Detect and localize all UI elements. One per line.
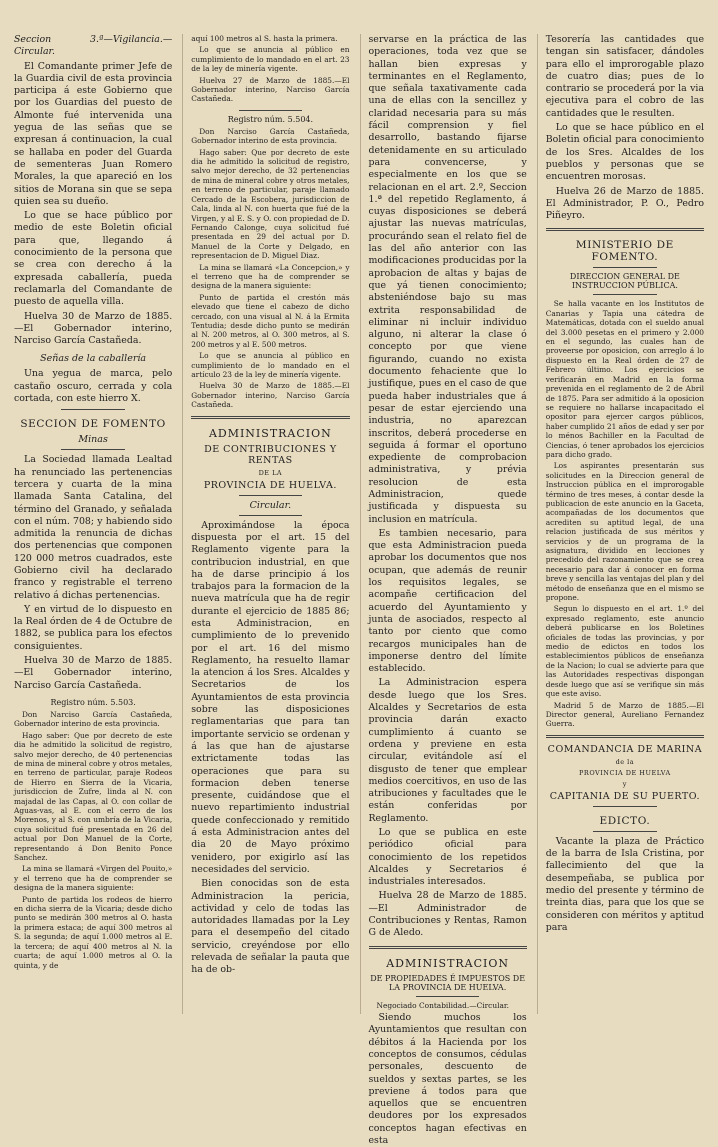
paragraph: Los aspirantes presentarán sus solicitudes en la Direccion general de Instruccion pública en el improrogable término de tres meses, á contar desde la publicacion de este anuncio en la Gaceta, acompañadas de los documentos que acrediten su aptitud legal, de una relacion justificada de sus méritos y servicios y de un programa de la asignatura, dividido en lecciones y precedido del razonamiento que se crea necesario para dar á conocer en forma breve y sencilla las ventajas del plan y del método de enseñanza que en el mismo se propone.: [545, 461, 704, 603]
divider: [239, 495, 302, 496]
columns: [14, 34, 704, 1147]
paragraph: Punto de partida el crestón más elevado que tiene el cabezo de dicho cercado, con una visual al N. á la Ermita Tentudia; desde dicho punto se medirán al N. 200 metros, al O. 300 metros, al S. 200 metros y al E. 500 metros.: [191, 292, 350, 349]
paragraph: Lo que se anuncia al público en cumplimiento de lo mandado en el artículo 23 de la ley de minería vigente.: [191, 351, 350, 379]
registro-title: Registro núm. 5.504.: [227, 114, 314, 124]
ministerio-title: MINISTERIO DE FOMENTO.: [575, 239, 674, 264]
paragraph: Se halla vacante en los Institutos de Canarias y Tapia una cátedra de Matemáticas, dotada con el sueldo anual del 3.000 pesetas en el primero y 2.000 en el segundo, las cuales han de proveerse por oposicion, con arreglo á lo dispuesto en la Real órden de 27 de Febrero último. Los ejercicios se verificarán en Madrid en la forma prevenida en el reglamento de 2 de Abril de 1875. Para ser admitido á la oposicion se requiere no hallarse incapacitado el opositor para ejercer cargos públicos, haber cumplido 21 años de edad y ser por lo ménos Bachiller en la Facultad de Ciencias, ó tener aprobados los ejercicios para dicho grado.: [545, 299, 704, 459]
paragraph: Lo que se hace público por medio de este Boletin oficial para que, llegando á conocimiento de la persona que se crea con derecho á la expresada caballería, pueda reclamarla del Comandante de puesto de aquella villa.: [14, 210, 173, 308]
paragraph: Y en virtud de lo dispuesto en la Real órden de 4 de Octubre de 1882, se publica para los efectos consiguientes.: [14, 603, 173, 652]
paragraph: Segun lo dispuesto en el art. 1.º del expresado reglamento, este anuncio deberá publicarse en los Boletines oficiales de todas las provincias, y por medio de edictos en todos los establecimientos públicos de enseñanza de la Nacion; lo cual se advierte para que las Autoridades respectivas dispongan desde luego que así se verifique sin más que este aviso.: [545, 604, 704, 699]
divider: [593, 806, 656, 807]
minas-title: Minas: [78, 434, 108, 446]
column-3: [360, 34, 527, 1147]
comandancia-subtitle: de la: [615, 757, 635, 766]
divider: [61, 409, 124, 410]
paragraph: aquí 100 metros al S. hasta la primera.: [191, 34, 338, 43]
paragraph: Lo que se hace público en el Boletin oficial para conocimiento de los Sres. Alcaldes de los pueblos y personas que se encuentren morosas.: [545, 122, 704, 183]
admin-subtitle: DE PROPIEDADES É IMPUESTOS DE LA PROVINCIA DE HUELVA.: [370, 973, 526, 992]
paragraph: Lo que se anuncia al público en cumplimiento de lo mandado en el art. 23 de la ley de minería vigente.: [191, 45, 350, 74]
comandancia-subtitle: PROVINCIA DE HUELVA: [579, 768, 671, 777]
signature: Huelva 26 de Marzo de 1885. El Administrador, P. O., Pedro Piñeyro.: [545, 185, 704, 222]
divider: [369, 946, 527, 949]
divider: [239, 110, 302, 111]
registro-title: Registro núm. 5.503.: [50, 697, 136, 707]
paragraph: Es tambien necesario, para que esta Administracion pueda aprobar los documentos que nos ocupan, que además de reunir los requisitos legales, se acompañe certificacion del acuerdo del Ayuntamiento y junta de asociados, respecto al tanto por ciento que como recargos municipales han de imponerse dentro del límite establecido.: [368, 527, 527, 675]
negociado-heading: Negociado Contabilidad.—Circular.: [376, 1000, 509, 1010]
edicto-title: EDICTO.: [599, 814, 651, 827]
signature: Huelva 30 de Marzo de 1885. —El Gobernador interino, Narciso García Castañeda.: [14, 655, 173, 691]
divider: [416, 996, 479, 997]
divider: [593, 294, 656, 295]
paragraph: Vacante la plaza de Práctico de la barra de Isla Cristina, por fallecimiento del que la desempeñaba, se publica por medio del presente y término de treinta dias, para que los que se consideren con méritos y aptitud para: [545, 835, 704, 933]
senas-title: Señas de la caballería: [40, 353, 147, 365]
divider: [593, 831, 656, 832]
admin-title: ADMINISTRACION: [386, 956, 510, 970]
signature: Huelva 30 de Marzo de 1885. —El Gobernador interino, Narciso García Castañeda.: [14, 310, 173, 347]
direccion-title: DIRECCION GENERAL DE INSTRUCCION PÚBLICA.: [569, 272, 680, 291]
fomento-title: SECCION DE FOMENTO: [20, 418, 166, 431]
admin-subtitle: PROVINCIA DE HUELVA.: [203, 479, 337, 491]
circular-title: Circular.: [249, 499, 292, 511]
paragraph: servarse en la práctica de las operaciones, toda vez que se hallan bien expresas y terminantes en el Reglamento, que señala taxativamente cada una de ellas con la sencillez y claridad necesaria para su más fácil comprension y fiel desarrollo, bastando fijarse detenidamente en su articulado para convencerse, y especialmente en los que se relacionan en el art. 2.º, Seccion 1.ª del repetido Reglamento, á cuyas disposiciones se deberá ajustar las nuevas matrículas, procurándo sean el relato fiel de las del año anterior con las modificaciones producidas por la aprobacion de altas y bajas de que yá tienen conocimiento; absteniéndose bajo su mas extrita responsabilidad de eliminar ni incluir individuo alguno, ni alterar la clase ó concepto por que viene figurando, cuando no exista documento fehaciente que lo justifique, pues en el caso de que pueda haber industriales que á pesar de estar ejerciendo una industria, no aparezcan inscritos, deberá procederse en seguida á formar el oportuno expediente de comprobacion administrativa, y prévia resolucion de esta Administracion, quede justificada y dispuesta su inclusion en matrícula.: [368, 34, 527, 525]
admin-title: ADMINISTRACION: [208, 426, 332, 440]
admin-subtitle: DE LA: [258, 468, 283, 477]
comandancia-subtitle: y: [622, 779, 627, 788]
paragraph: La mina se llamará «Virgen del Pouito,» y el terreno que ha de comprender se designa de la manera siguiente:: [14, 864, 173, 893]
paragraph: Hago saber: Que por decreto de este dia he admitido la solicitud de registro, salvo mejor derecho, de 40 pertenencias de mina de mineral cobre y otros metales, en terreno de particular, paraje Rodeos de Hierro en Sierra de la Vicaria, jurisdiccion de Zufre, linda al N. con majadal de las Capas, al O. con collar de Aguas-vas, al E. con el cerro de los Morenos, y al S. con umbría de la Vicaria, cuya solicitud fué presentada en 26 del actual por Don Manuel de la Corte, representando á Don Benito Ponce Sanchez.: [14, 730, 173, 863]
signature: Madrid 5 de Marzo de 1885.—El Director general, Aureliano Fernandez Guerra.: [545, 700, 704, 729]
divider: [239, 515, 302, 516]
section-heading: Seccion 3.ª—Vigilancia.—Circular.: [14, 34, 173, 58]
paragraph: La Administracion espera desde luego que los Sres. Alcaldes y Secretarios de esta provincia darán exacto cumplimiento á cuanto se ordena y previene en esta circular, evitándole así el disgusto de tener que emplear medios coercitivos, en uso de las atribuciones y facultades que le están conferidas por Reglamento.: [368, 677, 527, 824]
paragraph: Lo que se publica en este periódico oficial para conocimiento de los repetidos Alcaldes y Secretarios é industriales interesados.: [368, 827, 527, 888]
paragraph: Tesorería las cantidades que tengan sin satisfacer, dándoles para ello el improrogable plazo de cuatro dias; pues de lo contrario se procederá por la via ejecutiva para el cobro de las cantidades que le resulten.: [545, 34, 704, 119]
signature: Huelva 28 de Marzo de 1885. —El Administrador de Contribuciones y Rentas, Ramon G de Aledo.: [368, 890, 527, 939]
paragraph: La mina se llamará «La Concepcion,» y el terreno que ha de comprender se designa de la manera siguiente:: [191, 262, 350, 291]
admin-subtitle: DE CONTRIBUCIONES Y RENTAS: [204, 443, 337, 466]
capitania-title: CAPITANIA DE SU PUERTO.: [549, 790, 700, 802]
signature: Huelva 30 de Marzo de 1885.—El Gobernador interino, Narciso García Castañeda.: [191, 381, 350, 410]
divider: [546, 228, 704, 231]
paragraph: Siendo muchos los Ayuntamientos que resultan con débitos á la Hacienda por los conceptos de consumos, cédulas personales, descuento de sueldos y sextas partes, se les previene á todos para que aquellos que se encuentren deudores por los expresados conceptos hagan efectivas en esta: [368, 1012, 527, 1147]
divider: [593, 267, 656, 268]
column-1: [14, 34, 172, 1014]
divider: [546, 735, 704, 738]
paragraph: Hago saber: Que por decreto de este dia he admitido la solicitud de registro, salvo mejor derecho, de 32 pertenencias de mina de mineral cobre y otros metales, en terreno de particular, paraje llamado Cercado de la Escobera, jurisdiccion de Cala, linda al N. con huerta que fué de la Virgen, y al E. S. y O. con propiedad de D. Fernando Calonge, cuya solicitud fué presentada en 29 del actual por D. Manuel de la Corte y Delgado, en representacion de D. Miguel Diaz.: [191, 147, 350, 261]
divider: [191, 416, 349, 419]
signature: Huelva 27 de Marzo de 1885.—El Gobernador interino, Narciso García Castañeda.: [191, 75, 350, 104]
paragraph: El Comandante primer Jefe de la Guardia civil de esta provincia participa á este Gobierno que por los Guardias del puesto de Almonte fué intervenida una yegua de las señas que se expresan á continuacion, la cual se hallaba en poder del Guarda de sementeras Juan Romero Morales, la que apareció en los sitios de Morana sin que se sepa quien sea su dueño.: [14, 60, 173, 207]
comandancia-title: COMANDANCIA DE MARINA: [547, 743, 703, 755]
paragraph: Aproximándose la época dispuesta por el art. 15 del Reglamento vigente para la contribucion industrial, en que ha de darse principio á los trabajos para la formacion de la nueva matrícula que ha de regir durante el ejercicio de 1885 86; esta Administracion, en cumplimiento de lo prevenido por el art. 16 del mismo Reglamento, ha resuelto llamar la atencion á los Sres. Alcaldes y Secretarios de los Ayuntamientos de esta provincia sobre las disposiciones reglamentarias que para tan importante servicio se ordenan y á las que han de ajustarse extrictamente todas las operaciones que para su formacion deben tenerse presente, cuidándose que el nuevo repartimiento industrial quede confeccionado y remitido á esta Administracion antes del dia 20 de Mayo próximo venidero, por exigirlo así las necesidades del servicio.: [191, 519, 350, 875]
divider: [61, 449, 124, 450]
paragraph: Don Narciso García Castañeda, Gobernador interino de esta provincia.: [191, 126, 350, 146]
paragraph: Bien conocidas son de esta Administracion la pericia, actividad y celo de todas las autoridades llamadas por la Ley para el desempeño del citado servicio, creyéndose por ello relevada de señalar la pauta que ha de ob-: [191, 878, 350, 976]
column-2: [182, 34, 349, 1014]
paragraph: Punto de partida los rodeos de hierro en dicha sierra de la Vicaria; desde dicho punto se medirán 300 metros al O. hasta la primera estaca; de aquí 300 metros al S. la segunda; de aquí 1.000 metros al E. la tercera; de aquí 400 metros al N. la cuarta; de aquí 1.000 metros al O. la quinta, y de: [14, 894, 173, 970]
paragraph: Don Narciso García Castañeda, Gobernador interino de esta provincia.: [14, 709, 173, 729]
column-4: [537, 34, 704, 1014]
paragraph: La Sociedad llamada Lealtad ha renunciado las pertenencias tercera y cuarta de la mina llamada Santa Catalina, del término del Granado, y señalada con el núm. 708; y habiendo sido admitida la renuncia de dichas dos pertenencias que componen 120 000 metros cuadrados, este Gobierno civil ha declarado franco y registrable el terreno relativo á dichas pertenencias.: [14, 454, 173, 601]
paragraph: Una yegua de marca, pelo castaño oscuro, cerrada y cola cortada, con este hierro X.: [14, 368, 173, 405]
